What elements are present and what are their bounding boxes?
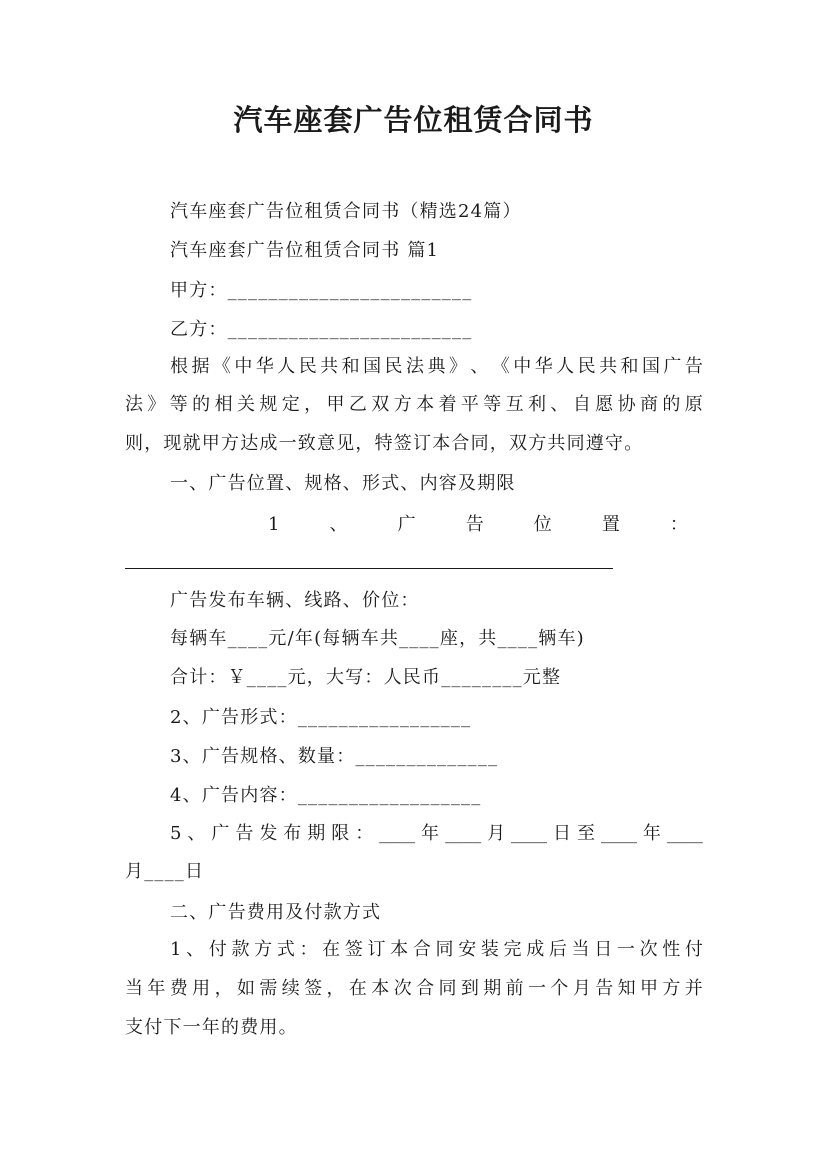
text-segment: ： [299,939,318,960]
text-segment: 安 [458,939,477,960]
text-segment: 民 [577,356,596,377]
text-segment: 利 [528,394,547,415]
text-segment: 告 [595,978,614,999]
text-segment: 的 [662,394,681,415]
text-segment: 期 [483,978,502,999]
text-segment: 根 [170,356,188,377]
text-segment: 和 [620,356,639,377]
text-segment: ， [326,978,345,999]
text-segment: 本 [390,939,409,960]
text-segment: 法 [405,356,424,377]
text-segment: 付 [208,939,227,960]
text-segment: 华 [534,356,553,377]
text-segment: 人 [556,356,575,377]
item-5-line-2: 月____日 [125,861,205,882]
text-segment: 1 [268,514,280,535]
text-segment: 广 [211,823,230,844]
document-subtitle: 汽车座套广告位租赁合同书（精选24篇） [170,201,522,222]
text-segment: 用 [192,978,211,999]
text-segment: 式 [276,939,295,960]
text-segment: 签 [344,939,363,960]
text-segment: 当 [125,978,143,999]
text-segment: 性 [662,939,681,960]
text-segment: 款 [231,939,250,960]
item-2-line: 2、广告形式：_________________ [170,707,472,728]
text-segment: 相 [214,394,233,415]
text-segment: 《 [212,356,231,377]
text-segment: 告 [684,356,703,377]
text-segment: 、 [470,356,489,377]
text-segment: ， [214,978,233,999]
text-segment: 、 [186,939,205,960]
item-1-sub-heading: 广告发布车辆、线路、价位： [170,590,420,611]
party-a-line: 甲方：________________________ [170,280,473,301]
text-segment: 并 [684,978,703,999]
text-segment: 等 [483,394,502,415]
text-segment: 愿 [595,394,614,415]
text-segment: 同 [435,939,454,960]
text-segment: 华 [255,356,274,377]
text-segment: 一 [528,978,547,999]
text-segment: 费 [169,978,188,999]
text-segment: 定 [281,394,300,415]
text-segment: 协 [617,394,636,415]
text-segment: 签 [304,978,323,999]
text-segment: 订 [367,939,386,960]
text-segment: 共 [599,356,618,377]
text-segment: 置 [601,514,620,535]
item-4-line: 4、广告内容：__________________ [170,785,482,806]
text-segment: 方 [254,939,273,960]
text-segment: 位 [533,514,552,535]
text-segment: ____ [600,823,637,844]
text-segment: 方 [393,394,412,415]
text-segment: ____ [379,823,416,844]
text-segment: 到 [460,978,479,999]
text-segment: 乙 [348,394,367,415]
text-segment: 民 [384,356,403,377]
text-segment: 人 [277,356,296,377]
text-segment: 如 [236,978,255,999]
payment-line-3: 支付下一年的费用。 [125,1017,298,1038]
text-segment: 广 [663,356,682,377]
text-segment: 在 [348,978,367,999]
payment-line-2 [125,977,703,1001]
text-segment: 着 [438,394,457,415]
item-1-label [268,513,688,537]
text-segment: 一 [616,939,635,960]
text-segment: 发 [259,823,278,844]
total-line: 合计：￥____元，大写：人民币________元整 [170,667,562,688]
party-b-line: 乙方：________________________ [170,319,473,340]
text-segment: 5 [170,823,182,844]
text-segment: 同 [438,978,457,999]
preamble-line-1 [170,355,703,379]
text-segment: 装 [480,939,499,960]
text-segment: 后 [548,939,567,960]
text-segment: 、 [550,394,569,415]
text-segment: ： [669,514,688,535]
item-5-line-1 [170,822,703,846]
text-segment: 日 [553,823,572,844]
text-segment: 据 [191,356,210,377]
text-segment: 等 [169,394,188,415]
text-segment: 告 [465,514,484,535]
text-segment: 民 [298,356,317,377]
text-segment: 、 [187,823,206,844]
text-segment: 规 [259,394,278,415]
text-segment: ： [355,823,374,844]
text-segment: ____ [445,823,482,844]
text-segment: 原 [684,394,703,415]
text-segment: 年 [421,823,440,844]
text-segment: 知 [617,978,636,999]
text-segment: 双 [371,394,390,415]
text-segment: ____ [666,823,703,844]
text-segment: 续 [281,978,300,999]
text-segment: 前 [505,978,524,999]
text-segment: 日 [594,939,613,960]
text-segment: 国 [363,356,382,377]
text-segment: 期 [307,823,326,844]
text-segment: 典 [427,356,446,377]
text-segment: 自 [572,394,591,415]
text-segment: 本 [416,394,435,415]
section-1-heading: 一、广告位置、规格、形式、内容及期限 [170,473,516,494]
chapter-heading: 汽车座套广告位租赁合同书 篇1 [170,240,440,261]
text-segment: 限 [331,823,350,844]
text-segment: 方 [662,978,681,999]
text-segment: 的 [192,394,211,415]
text-segment: 告 [235,823,254,844]
text-segment: 月 [572,978,591,999]
text-segment: 本 [371,978,390,999]
text-segment: 》 [448,356,467,377]
text-segment: 甲 [326,394,345,415]
text-segment: 关 [236,394,255,415]
preamble-line-2 [125,393,703,417]
text-segment: 广 [397,514,416,535]
text-segment: 合 [416,978,435,999]
payment-line-1 [170,938,703,962]
text-segment: 付 [684,939,703,960]
price-per-vehicle-line: 每辆车____元/年(每辆车共____座，共____辆车) [170,628,585,649]
page-title: 汽车座套广告位租赁合同书 [233,103,594,137]
text-segment: 平 [460,394,479,415]
item-1-blank-rule [125,568,613,569]
text-segment: 月 [487,823,506,844]
item-3-line: 3、广告规格、数量：______________ [170,746,499,767]
text-segment: 次 [639,939,658,960]
text-segment: 中 [513,356,532,377]
text-segment: 年 [147,978,166,999]
text-segment: 1 [170,939,182,960]
text-segment: 和 [341,356,360,377]
text-segment: 至 [576,823,595,844]
text-segment: 、 [329,514,348,535]
text-segment: 布 [283,823,302,844]
text-segment: 成 [526,939,545,960]
text-segment: 甲 [639,978,658,999]
text-segment: 中 [234,356,253,377]
text-segment: 年 [642,823,661,844]
text-segment: 完 [503,939,522,960]
text-segment: 互 [505,394,524,415]
text-segment: 法 [125,394,143,415]
text-segment: 在 [322,939,341,960]
preamble-line-3: 则，现就甲方达成一致意见，特签订本合同，双方共同遵守。 [125,433,644,454]
text-segment: 共 [320,356,339,377]
text-segment: 个 [550,978,569,999]
text-segment: 《 [491,356,510,377]
text-segment: ____ [511,823,548,844]
text-segment: 需 [259,978,278,999]
text-segment: 次 [393,978,412,999]
text-segment: 》 [147,394,166,415]
text-segment: 商 [639,394,658,415]
text-segment: 当 [571,939,590,960]
text-segment: 合 [412,939,431,960]
text-segment: 国 [641,356,660,377]
text-segment: ， [304,394,323,415]
section-2-heading: 二、广告费用及付款方式 [170,902,382,923]
